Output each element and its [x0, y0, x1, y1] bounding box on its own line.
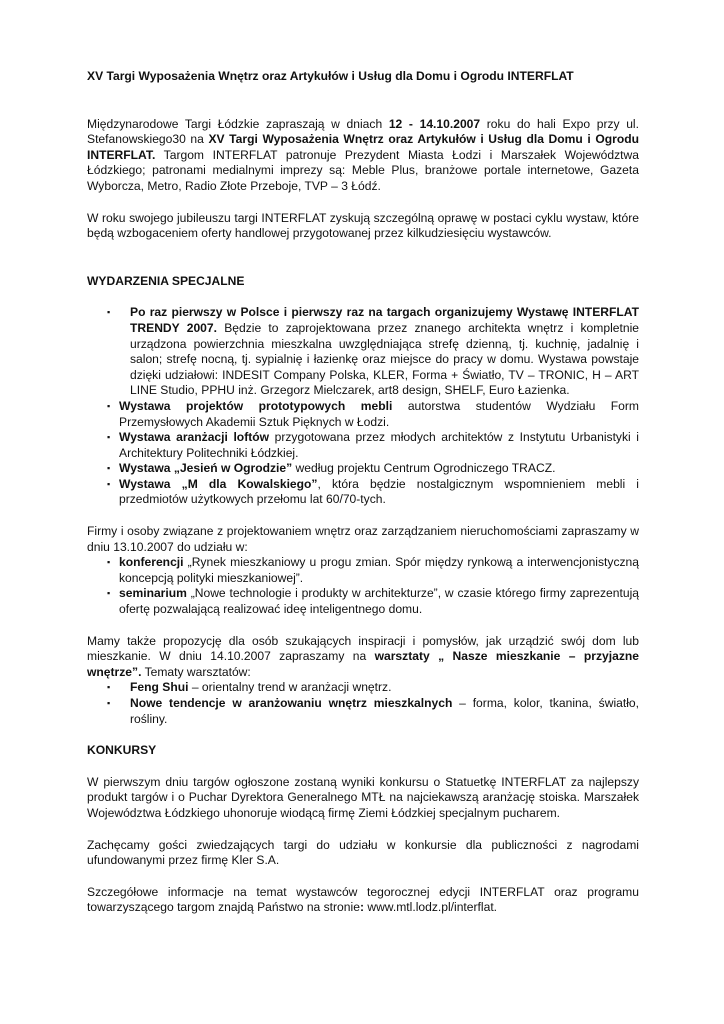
- firms-paragraph: Firmy i osoby związane z projektowaniem wnętrz oraz zarządzaniem nieruchomościami zapraszamy w dniu 13.10.2007 do udziału w:: [87, 524, 639, 554]
- bullet-icon: ▪: [107, 463, 111, 474]
- list-item: ▪ Wystawa „M dla Kowalskiego”, która będzie nostalgicznym wspomnieniem mebli i przedmiotów użytkowych przełomu lat 60/70-tych.: [107, 476, 639, 507]
- bullet-icon: ▪: [107, 698, 111, 708]
- bullet-icon: ▪: [107, 682, 111, 693]
- list-item: ▪ konferencji „Rynek mieszkaniowy u progu zmian. Spór między rynkową a interwencjonistyczną koncepcją polityki mieszkaniowej”.: [107, 555, 639, 585]
- intro-text-a: Międzynarodowe Targi Łódzkie zapraszają w dniach: [87, 116, 389, 131]
- bullet-icon: ▪: [107, 432, 111, 443]
- website-link: www.mtl.lodz.pl/interflat.: [363, 900, 498, 915]
- workshops-list: [87, 680, 639, 727]
- special-events-heading: WYDARZENIA SPECJALNE: [87, 273, 245, 288]
- intro-text-c: Targom INTERFLAT patronuje Prezydent Miasta Łodzi i Marszałek Województwa Łódzkiego; patronami medialnymi imprezy są: Meble Plus, branżowe portale internetowe, Gazeta Wyborcza, Metro, Radio Złote Przeboje, TVP – 3 Łódź.: [87, 147, 639, 193]
- workshops-paragraph: Mamy także propozycję dla osób szukających inspiracji i pomysłów, jak urządzić swój dom lub mieszkanie. W dniu 14.10.2007 zapraszamy na warsztaty „ Nasze mieszkanie – przyjazne wnętrze”. Tematy warsztatów:: [87, 633, 639, 679]
- list-item: ▪ Wystawa projektów prototypowych mebli autorstwa studentów Wydziału Form Przemysłowych Akademii Sztuk Pięknych w Łodzi.: [107, 398, 639, 429]
- contests-heading: KONKURSY: [87, 743, 157, 758]
- contests-paragraph-1: W pierwszym dniu targów ogłoszone zostaną wyniki konkursu o Statuetkę INTERFLAT za najlepszy produkt targów i o Puchar Dyrektora Generalnego MTŁ na najciekawszą aranżację stoiska. Marszałek Województwa Łódzkiego uhonoruje wiodącą firmę Ziemi Łódzkiej specjalnym pucharem.: [87, 774, 639, 820]
- bullet-icon: ▪: [107, 307, 111, 318]
- intro-text-b: roku do hali Expo przy ul. Stefanowskiego30 na: [87, 116, 639, 147]
- bullet-icon: ▪: [107, 557, 111, 568]
- workshops-title: warsztaty „ Nasze mieszkanie – przyjazne wnętrze”.: [87, 649, 639, 679]
- document-page: [87, 64, 639, 916]
- intro-paragraph: [87, 117, 639, 195]
- list-item: ▪ Nowe tendencje w aranżowaniu wnętrz mieszkalnych – forma, kolor, tkanina, światło, rośliny.: [107, 696, 639, 726]
- bullet-icon: ▪: [107, 400, 111, 411]
- list-item: ▪ seminarium „Nowe technologie i produkty w architekturze”, w czasie którego firmy zaprezentują ofertę pozwalającą realizować ideę inteligentnego domu.: [107, 586, 639, 617]
- jubilee-paragraph: W roku swojego jubileuszu targi INTERFLAT zyskują szczególną oprawę w postaci cyklu wystaw, które będą wzbogaceniem oferty handlowej przygotowanej przez kilkudziesięciu wystawców.: [87, 210, 639, 241]
- list-item: ▪ Feng Shui – orientalny trend w aranżacji wnętrz.: [107, 680, 392, 695]
- bullet-icon: ▪: [107, 478, 111, 489]
- contests-paragraph-2: Zachęcamy gości zwiedzających targi do udziału w konkursie dla publiczności z nagrodami ufundowanymi przez firmę Kler S.A.: [87, 837, 639, 868]
- firms-list: [87, 555, 639, 617]
- document-title: XV Targi Wyposażenia Wnętrz oraz Artykułów i Usług dla Domu i Ogrodu INTERFLAT: [87, 69, 574, 83]
- list-item: ▪ Wystawa „Jesień w Ogrodzie” według projektu Centrum Ogrodniczego TRACZ.: [107, 461, 556, 476]
- intro-dates: 12 - 14.10.2007: [388, 116, 481, 131]
- special-events-list: [87, 305, 639, 508]
- list-item: ▪ Po raz pierwszy w Polsce i pierwszy raz na targach organizujemy Wystawę INTERFLAT TRENDY 2007. Będzie to zaprojektowana przez znanego architekta wnętrz i kompletnie urządzona powierzchnia mieszkalna uwzględniająca strefę dzienną, tj. kuchnię, jadalnię i salon; strefę nocną, tj. sypialnię i łazienkę oraz miejsce do pracy w domu. Wystawa powstaje dzięki udziałowi: INDESIT Company Polska, KLER, Forma + Światło, TV – TRONIC, H – ART LINE Studio, PPHU inż. Grzegorz Mielczarek, art8 design, SHELF, Euro Łazienka.: [107, 305, 639, 398]
- list-item: ▪ Wystawa aranżacji loftów przygotowana przez młodych architektów z Instytutu Urbanistyki i Architektury Politechniki Łódzkiej.: [107, 430, 639, 460]
- contests-paragraph-3: Szczegółowe informacje na temat wystawców tegorocznej edycji INTERFLAT oraz programu towarzyszącego targom znajdą Państwo na stronie: www.mtl.lodz.pl/interflat.: [87, 884, 639, 915]
- bullet-icon: ▪: [107, 588, 111, 599]
- intro-event-name: XV Targi Wyposażenia Wnętrz oraz Artykułów i Usług dla Domu i Ogrodu INTERFLAT.: [87, 132, 639, 162]
